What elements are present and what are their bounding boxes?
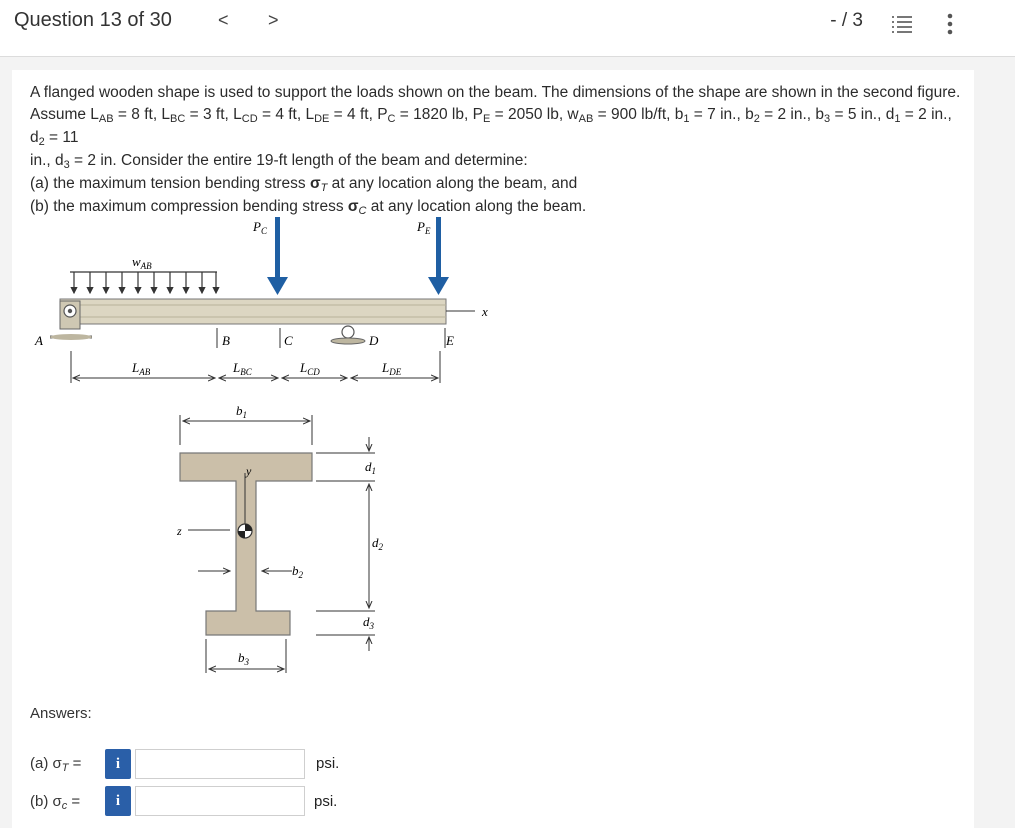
roller-support-d	[331, 326, 365, 344]
d1-label: $d_1$	[365, 459, 376, 476]
lbc-label: $L_{BC}$	[233, 360, 252, 377]
y-axis-label: y	[246, 464, 252, 478]
point-e-label: E	[446, 333, 454, 348]
answer-b-unit: psi.	[314, 793, 338, 810]
b2-label: $b_2$	[292, 563, 303, 580]
pc-arrow	[267, 217, 288, 295]
x-axis-label: x	[482, 304, 488, 319]
pc-label: $P_C$	[253, 219, 267, 236]
lab-label: $L_{AB}$	[132, 360, 151, 377]
distributed-load-arrows	[70, 272, 217, 293]
answer-a-unit: psi.	[316, 755, 340, 772]
answer-b-label: (b) $\sigma_c$ =	[30, 793, 81, 812]
problem-line-2: Assume LAB = 8 ft, LBC = 3 ft, LCD = 4 ft, LDE = 4 ft, PC = 1820 lb, PE = 2050 lb, wAB = 900 lb/ft, b1 = 7 in., b2 = 2 in., b3 = 5 in., d1 = 2 in., d2 = 11	[30, 106, 952, 148]
z-axis-label: z	[177, 524, 182, 538]
answer-a-label: (a) $\sigma_T$ =	[30, 755, 82, 774]
more-options-icon[interactable]	[942, 10, 958, 38]
previous-question-button[interactable]: <	[218, 10, 229, 30]
score-display: - / 3	[830, 10, 863, 31]
point-markers	[217, 328, 445, 348]
top-bar	[0, 0, 1015, 57]
point-a-label: A	[35, 333, 43, 348]
problem-line-3: in., d3 = 2 in. Consider the entire 19-ft length of the beam and determine:	[30, 152, 528, 171]
answer-a-input[interactable]	[135, 749, 305, 779]
point-c-label: C	[284, 333, 293, 348]
point-d-label: D	[369, 333, 379, 348]
b1-label: $b_1$	[236, 403, 247, 420]
point-b-label: B	[222, 333, 230, 348]
pe-label: $P_E$	[417, 219, 431, 236]
problem-line-1: A flanged wooden shape is used to support the loads shown on the beam. The dimensions of the shape are shown in the second figure.	[30, 84, 961, 101]
problem-part-b: (b) the maximum compression bending stress σC at any location along the beam.	[30, 198, 587, 217]
answers-heading: Answers:	[30, 705, 92, 722]
beam	[60, 299, 446, 324]
b3-label: $b_3$	[238, 650, 249, 667]
answer-b-input[interactable]	[135, 786, 305, 816]
problem-statement	[30, 82, 970, 219]
question-list-icon[interactable]	[890, 12, 914, 36]
pe-arrow	[428, 217, 449, 295]
question-counter: Question 13 of 30	[14, 9, 172, 31]
flanged-cross-section	[180, 453, 312, 635]
next-question-button[interactable]: >	[268, 10, 279, 30]
lcd-label: $L_{CD}$	[300, 360, 320, 377]
problem-part-a: (a) the maximum tension bending stress σT at any location along the beam, and	[30, 175, 578, 194]
beam-and-section-figure	[20, 205, 520, 695]
wab-label: $w_{AB}$	[132, 254, 152, 271]
centroid-icon	[238, 524, 252, 538]
answer-a-info-button[interactable]: i	[105, 749, 131, 779]
d2-label: $d_2$	[372, 535, 383, 552]
lde-label: $L_{DE}$	[382, 360, 402, 377]
d3-label: $d_3$	[363, 614, 374, 631]
answer-b-info-button[interactable]: i	[105, 786, 131, 816]
